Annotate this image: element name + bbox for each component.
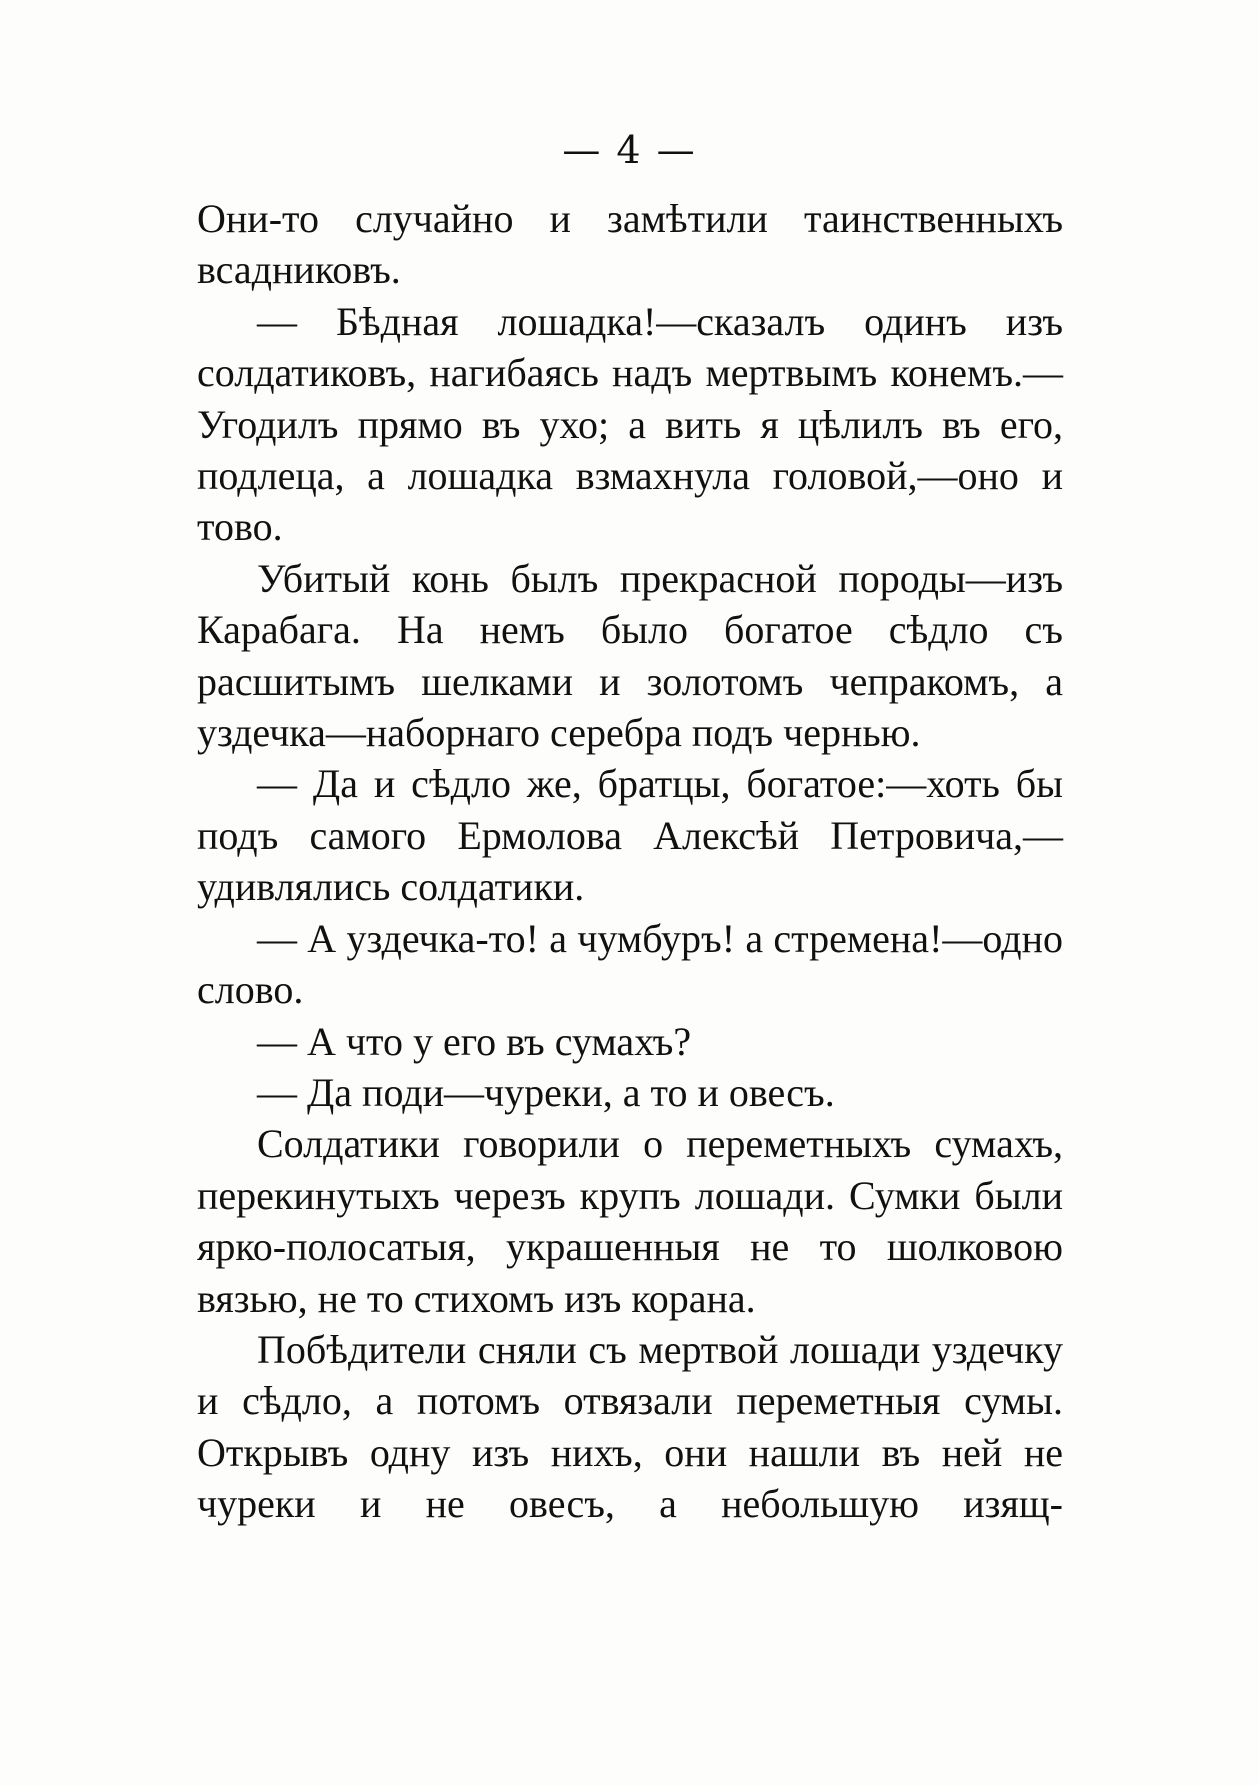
page-number: — 4 —: [562, 128, 697, 172]
paragraph-8: Солдатики говорили о переметныхъ сумахъ, перекинутыхъ черезъ крупъ лошади. Сумки были ярко-полосатыя, украшенныя не то шолковою вязью, не то стихомъ изъ корана.: [197, 1121, 1063, 1321]
paragraph-7: — Да поди—чуреки, а то и овесъ.: [257, 1069, 835, 1115]
paragraph-1: Они-то случайно и замѣтили таинственныхъ всадниковъ.: [197, 196, 1063, 293]
paragraph-5: — А уздечка-то! а чумбуръ! а стремена!—одно слово.: [197, 915, 1063, 1013]
body-text: [197, 193, 1063, 1530]
paragraph-2: — Бѣдная лошадка!—сказалъ одинъ изъ солдатиковъ, нагибаясь надъ мертвымъ конемъ.—Угодилъ прямо въ ухо; а вить я цѣлилъ въ его, подлеца, а лошадка взмахнула головой,—оно и тово.: [197, 298, 1063, 550]
paragraph-9: Побѣдители сняли съ мертвой лошади уздечку и сѣдло, а потомъ отвязали переметныя сумы. Открывъ одну изъ нихъ, они нашли въ ней не чуреки и не овесъ, а небольшую изящ-: [197, 1326, 1063, 1527]
paragraph-3: Убитый конь былъ прекрасной породы—изъ Карабага. На немъ было богатое сѣдло съ расшитымъ шелками и золотомъ чепракомъ, а уздечка—наборнаго серебра подъ чернью.: [197, 555, 1063, 756]
paragraph-6: — А что у его въ сумахъ?: [257, 1018, 692, 1064]
paragraph-4: — Да и сѣдло же, братцы, богатое:—хоть бы подъ самого Ермолова Алексѣй Петровича,—удивлялись солдатики.: [197, 761, 1063, 910]
